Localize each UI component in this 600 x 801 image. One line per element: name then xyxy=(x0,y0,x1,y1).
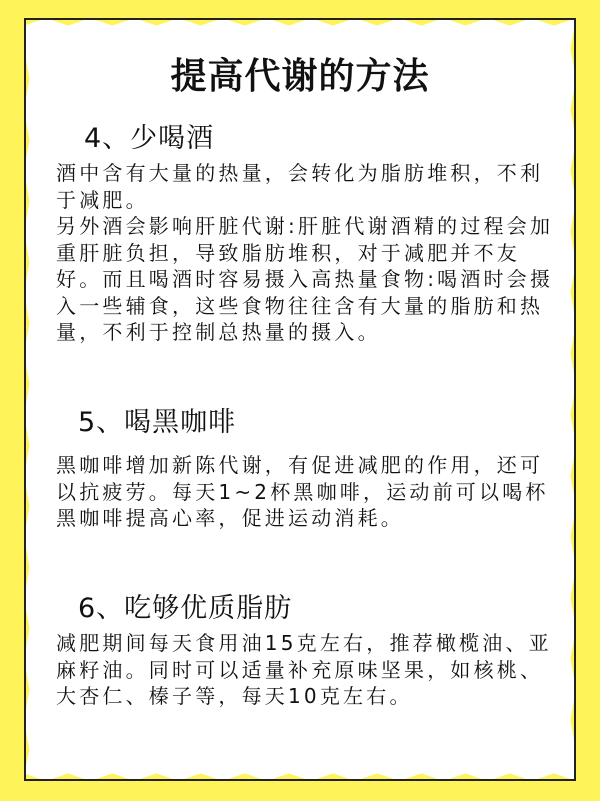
section-paragraph-6: 减肥期间每天食用油15克左右，推荐橄榄油、亚麻籽油。同时可以适量补充原味坚果，如核桃、大杏仁、榛子等，每天10克左右。 xyxy=(56,631,552,708)
section-paragraph-4: 酒中含有大量的热量，会转化为脂肪堆积，不利于减肥。 另外酒会影响肝脏代谢:肝脏代谢酒精的过程会加重肝脏负担，导致脂肪堆积，对于减肥并不友好。而且喝酒时容易摄入高热量食物:喝酒时会摄入一些辅食，这些食物往往含有大量的脂肪和热量，不利于控制总热量的摄入。 xyxy=(56,161,554,344)
section-heading-4: 4、少喝酒 xyxy=(84,123,215,154)
page-title: 提高代谢的方法 xyxy=(170,55,430,97)
section-heading-6: 6、吃够优质脂肪 xyxy=(78,593,293,624)
section-paragraph-5: 黑咖啡增加新陈代谢，有促进减肥的作用，还可以抗疲劳。每天1~2杯黑咖啡，运动前可以喝杯黑咖啡提高心率，促进运动消耗。 xyxy=(56,453,549,530)
section-heading-5: 5、喝黑咖啡 xyxy=(78,407,237,438)
